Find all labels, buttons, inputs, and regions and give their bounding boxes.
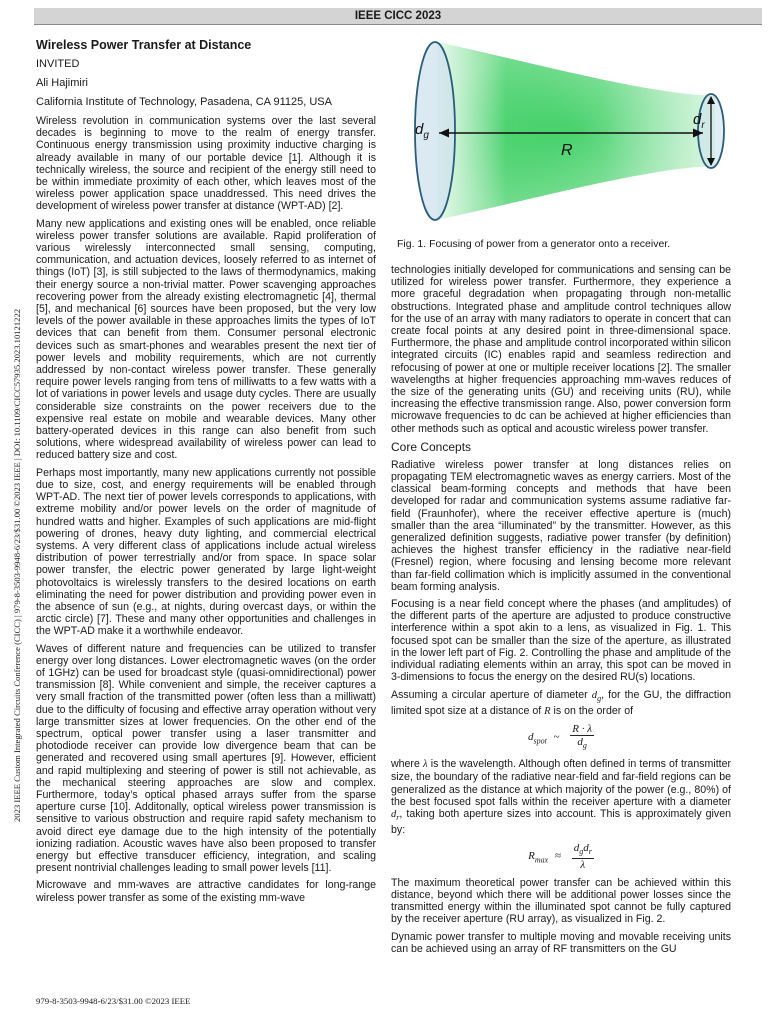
left-paragraph-1: Wireless revolution in communication systems over the last several decades is beginning to move to the realm of energy transfer. Continuous energy transmission using proximity inductive charging is already available in many of our portable device [1]. Although it is technically wireless, the source and recipient of the energy still need to be within immediate proximity of each other, which leaves most of the wireless power application space unaddressed. This need drives the development of wireless power transfer at distance (WPT-AD) [2]. — [36, 115, 376, 213]
right-paragraph-assume: Assuming a circular aperture of diameter $d_g$, for the GU, the diffraction limited spot size at a distance of R is on the order of — [391, 688, 731, 717]
distance-label: R — [561, 142, 573, 159]
dr-variable: d — [391, 809, 397, 821]
right-paragraph-4: The maximum theoretical power transfer can be achieved within this distance, beyond which there will be additional power losses since the transmitted energy within the illuminated spot cannot be fully captured by the receiver aperture (RU array), as visualized in Fig. 2. — [391, 876, 731, 926]
equation-rmax: $R_{max}$ ≈ $\frac{d_gd_r}{\lambda}$ — [528, 841, 592, 871]
conference-name: IEEE CICC 2023 — [354, 10, 442, 22]
right-paragraph-3: Focusing is a near field concept where the phases (and amplitudes) of the different parts of the aperture are adjusted to produce constructive interference within a spot akin to a lens, as visualized in Fig. 1. This focused spot can be smaller than the size of the aperture, as illustrated in the lower left part of Fig. 2. Controlling the phase and amplitude of the individual radiating elements within an array, this spot can be moved in 3-dimensions to focus the energy on the desired RU(s) locations. — [391, 598, 731, 684]
left-paragraph-3: Perhaps most importantly, many new applications currently not possible due to size, cost, and energy requirements will be enabled through WPT-AD. The next tier of power levels corresponds to applications, with extreme mobility and/or power levels on the order of magnitude of hundred watts and higher. Examples of such applications are mid-flight powering of drones, heavy duty lighting, and commercial electrical systems. A very different class of applications include actual wireless distribution of power terrestrially and/or from space. In space solar power transfer, the electric power generated by large light-weight photovoltaics is wirelessly transfers to the desired locations on earth eliminating the need for power distribution and providing power even in the absence of sun (e.g., at nights, during overcast days, or within the arctic circle) [7]. These and many other opportunities and challenges in the WPT-AD make it a worthwhile endeavor. — [36, 466, 376, 638]
left-paragraph-5: Microwave and mm-waves are attractive candidates for long-range wireless power transfer as some of the existing mm-wave — [36, 879, 376, 904]
footer-copyright: 979-8-3503-9948-6/23/$31.00 ©2023 IEEE — [36, 996, 191, 1006]
paper-title: Wireless Power Transfer at Distance — [36, 38, 252, 52]
side-note-text: 2023 IEEE Custom Integrated Circuits Conference (CICC) | 979-8-3503-9948-6/23/$31.00 ©2023 IEEE | DOI: 10.1109/CICC57935.2023.10121222 — [12, 308, 22, 822]
left-paragraph-2: Many new applications and existing ones will be enabled, once reliable wireless power transfer solutions are available. Rapid proliferation of various wirelessly interconnected small sensing, computing, communication, and actuation devices, loosely referred to as internet of things (IoT) [3], is still subjected to the laws of thermodynamics, making their energy source a non-trivial matter. Power scavenging approaches recovering power from the already existing electromagnetic [4], thermal [5], and mechanical [6] sources have been proposed, but the very low levels of the power available in these approaches limits the types of IoT devices that can benefit from them. Consumer personal electronic devices such as smart-phones and wearables present the next tier of power levels and mobility requirements, which are not currently addressed by non-contact wireless power transfer. These generally require power levels ranging from tens of milliwatts to a few watts with a lot of variations in power levels and usage duty cycles. There are usually considerable size constraints on the power receivers due to the expensive real estate on mobile and wearable devices. Many other battery-operated devices in this range can also benefit from such solutions, where widespread availability of wireless power can lead to reduced battery size and cost. — [36, 217, 376, 462]
equation-spot-size: $d_{spot}$ ~ $\frac{R \cdot \lambda}{d_g}$ — [527, 723, 593, 751]
right-paragraph-2: Radiative wireless power transfer at long distances relies on propagating TEM electromagnetic waves as energy carriers. Most of the classical beam-forming concepts and methods that have been developed for radar and communication systems assume radiative far-field (Fraunhofer), where the receiver effective aperture is (much) smaller than the area “illuminated” by the transmitter. However, as this generalized definition suggests, radiative power transfer (by definition) achieves the highest transfer efficiency in the radiative near-field (Fresnel) region, where focusing and lensing become more relevant than far-field collimation which is implicitly assumed in the conventional beam forming analysis. — [391, 458, 731, 593]
section-heading-core-concepts: Core Concepts — [391, 439, 472, 454]
left-paragraph-4: Waves of different nature and frequencies can be utilized to transfer energy over long distances. Lower electromagnetic waves (on the order of 1GHz) can be used for broadcast style (quasi-omnidirectional) power transmission [8]. While convenient and simple, the receiver captures a very small fraction of the transmitted power (often less than a milliwatt) due to the difficulty of focusing and effective array operation without very large transmitter sizes at lower frequencies. On the other end of the spectrum, optical power transfer using a laser transmitter and photodiode receiver can provide low divergence beam that can be generated and recovered using small apertures [9]. However, efficient and rapid multiplexing and steering of power is still not achievable, as the mechanical steering approaches are slow and complex. Furthermore, today’s optical phased arrays suffer from the sparse aperture curse [10]. Additonally, optical wireless power transmission is sensitive to various obstruction and require rapid safety mechanism to avoid direct eye damage due to the high intensity of the potentially ionizing radiation. Acoustic waves have also been proposed to transfer energy but effective transducer efficiency, integration, and scaling present nontrivial challenges leading to small power levels [11]. — [36, 642, 376, 875]
right-column — [391, 264, 731, 960]
dg-variable: d — [591, 689, 598, 701]
R-variable: R — [544, 705, 551, 717]
left-column — [36, 38, 376, 909]
conference-header — [34, 8, 762, 25]
dg-label: $d_g$ — [415, 121, 429, 141]
dr-label: $d_r$ — [693, 111, 705, 131]
right-paragraph-where: where λ is the wavelength. Although often defined in terms of transmitter size, the boundary of the radiative near-field and far-field regions can be generalized as the distance at which majority of the power (e.g., 80%) of the best focused spot falls within the receiver aperture with a diameter $d_r$, taking both aperture sizes into account. This is approximately given by: — [391, 758, 731, 837]
invited-label: INVITED — [36, 58, 80, 70]
beam-edge-fade — [437, 42, 715, 220]
figure-1-caption: Fig. 1. Focusing of power from a generator onto a receiver. — [397, 238, 671, 250]
right-paragraph-1: technologies initially developed for communications and sensing can be utilized for wireless power transfer. Furthermore, they experience a more graceful degradation when propagating through non-metallic obstructions. Integrated phase and amplitude control techniques allow for the use of an array with many radiators to operate in concert that can create focal points at any desired point in three-dimensional space. Furthermore, the phase and amplitude control incorporated within silicon integrated circuits (IC) enables rapid and seamless redirection and refocusing of power at one or multiple receiver locations [2]. The smaller wavelengths at higher frequencies approaching mm-waves reduces of the size of the generating units (GU) and receiving units (RU), while increasing the effective transmission range. Also, power conversion form microwave frequencies to dc can be achieved at higher efficiencies than other methods such as optical and acoustic wireless power transfer. — [391, 264, 731, 435]
right-paragraph-5: Dynamic power transfer to multiple moving and movable receiving units can be achieved using an array of RF transmitters on the GU — [391, 930, 731, 955]
lambda-variable: λ — [423, 759, 428, 771]
author-affiliation: California Institute of Technology, Pasadena, CA 91125, USA — [36, 96, 332, 108]
focusing-diagram — [397, 36, 759, 228]
figure-1 — [397, 36, 759, 228]
author-name: Ali Hajimiri — [36, 77, 88, 89]
